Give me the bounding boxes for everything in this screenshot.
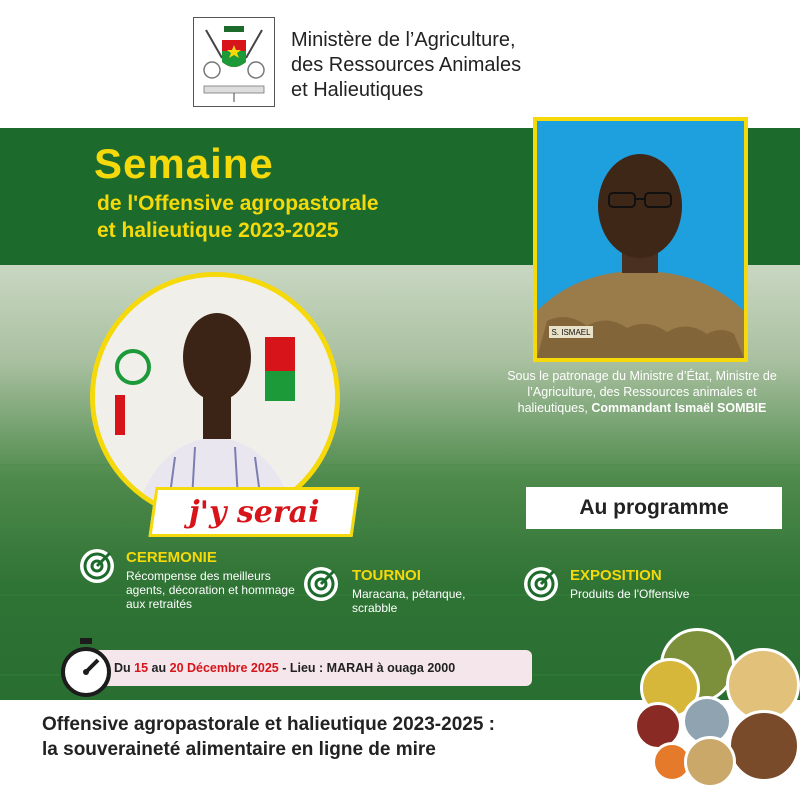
programme-title: Au programme — [526, 487, 782, 529]
coat-of-arms-logo — [193, 17, 275, 107]
food-poultry-image — [728, 710, 800, 782]
name-tag: S. ISMAEL — [551, 328, 591, 337]
event-subtitle — [97, 190, 477, 244]
target-icon — [302, 565, 340, 603]
attendee-badge-text: j'y serai — [188, 494, 320, 530]
date-mid: au — [151, 661, 167, 675]
attendee-photo — [90, 272, 340, 522]
date-start: 15 — [134, 661, 149, 675]
footer-line-2: la souveraineté alimentaire en ligne de mire — [42, 739, 436, 760]
patron-caption-text: Sous le patronage du Ministre d’État, Ministre de l’Agriculture, des Ressources animales et halieutiques, — [507, 369, 777, 415]
programme-item-title: EXPOSITION — [570, 567, 662, 584]
patron-name: Commandant Ismaël SOMBIE — [591, 401, 767, 415]
programme-item-exposition — [522, 565, 742, 615]
date-end: 20 Décembre 2025 — [169, 661, 279, 675]
food-grain-image — [684, 736, 736, 788]
footer-slogan — [42, 712, 622, 762]
patron-portrait — [533, 117, 748, 362]
programme-item-ceremonie — [78, 547, 298, 617]
stopwatch-icon — [58, 636, 114, 698]
attendee-badge — [148, 487, 359, 537]
target-icon — [78, 547, 116, 585]
ministry-line-2: des Ressources Animales — [291, 54, 522, 76]
event-subtitle-line-2: et halieutique 2023-2025 — [97, 219, 339, 242]
event-title: Semaine — [94, 140, 274, 187]
event-subtitle-line-1: de l'Offensive agropastorale — [97, 192, 379, 215]
date-prefix: Du — [114, 661, 131, 675]
programme-item-title: TOURNOI — [352, 567, 421, 584]
programme-item-tournoi — [302, 565, 502, 625]
programme-item-title: CEREMONIE — [126, 549, 217, 566]
footer-line-1: Offensive agropastorale et halieutique 2023-2025 : — [42, 714, 496, 735]
programme-item-desc: Maracana, pétanque, scrabble — [352, 587, 466, 615]
ministry-line-1: Ministère de l’Agriculture, — [291, 29, 516, 51]
date-location-bar — [90, 650, 532, 686]
patron-caption — [492, 368, 792, 416]
ministry-line-3: et Halieutiques — [291, 79, 424, 101]
location: - Lieu : MARAH à ouaga 2000 — [282, 661, 456, 675]
programme-item-desc: Récompense des meilleurs agents, décoration et hommage aux retraités — [126, 569, 295, 611]
target-icon — [522, 565, 560, 603]
programme-item-desc: Produits de l'Offensive — [570, 587, 690, 601]
ministry-name — [291, 28, 611, 103]
